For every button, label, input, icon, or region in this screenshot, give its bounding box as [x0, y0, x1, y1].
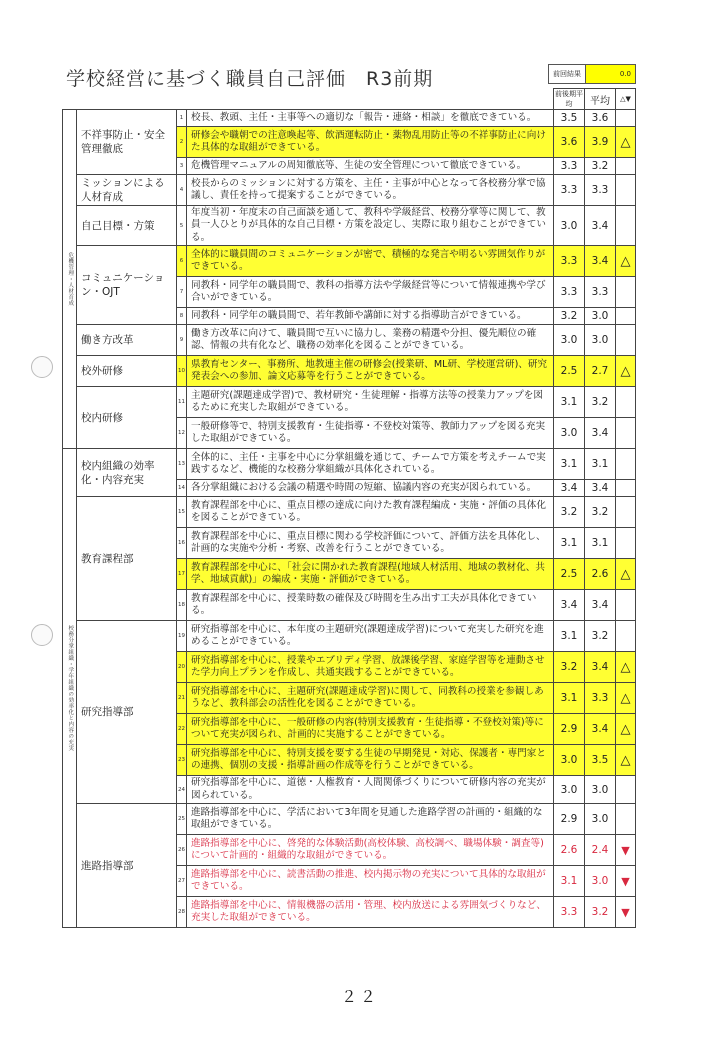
item-text: 研究指導部を中心に、一般研修の内容(特別支援教育・生徒指導・不登校対策)等について充実が図られ、計画的に実施することができている。 — [187, 714, 554, 745]
table-row — [63, 356, 636, 387]
row-number: 3 — [177, 158, 187, 175]
row-number: 9 — [177, 325, 187, 356]
prev-score: 3.0 — [554, 745, 585, 776]
trend-mark — [616, 449, 636, 480]
prev-score: 3.0 — [554, 206, 585, 246]
row-number: 10 — [177, 356, 187, 387]
prev-score: 3.2 — [554, 308, 585, 325]
table-row — [63, 325, 636, 356]
row-number: 19 — [177, 621, 187, 652]
prev-score: 3.3 — [554, 175, 585, 206]
trend-mark — [616, 387, 636, 418]
avg-score: 3.0 — [585, 325, 616, 356]
down-triangle-icon: ▼ — [621, 906, 630, 920]
avg-score: 3.4 — [585, 418, 616, 449]
row-number: 23 — [177, 745, 187, 776]
row-number: 16 — [177, 528, 187, 559]
trend-mark — [616, 480, 636, 497]
category-label: 進路指導部 — [77, 804, 177, 928]
row-number: 22 — [177, 714, 187, 745]
avg-score: 3.4 — [585, 714, 616, 745]
avg-score: 3.4 — [585, 652, 616, 683]
trend-mark — [616, 356, 636, 387]
category-label: 教育課程部 — [77, 497, 177, 621]
up-triangle-icon: △ — [620, 721, 631, 737]
item-text: 一般研修等で、特別支援教育・生徒指導・不登校対策等、教師力アップを図る充実した取組ができている。 — [187, 418, 554, 449]
avg-score: 3.2 — [585, 158, 616, 175]
prev-score: 2.6 — [554, 835, 585, 866]
item-text: 教育課程部を中心に、重点目標に関わる学校評価について、評価方法を具体化し、計画的な実施や分析・考察、改善を行うことができている。 — [187, 528, 554, 559]
item-text: 主題研究(課題達成学習)で、教材研究・生徒理解・指導方法等の授業力アップを図るために充実した取組ができている。 — [187, 387, 554, 418]
row-number: 27 — [177, 866, 187, 897]
trend-mark — [616, 866, 636, 897]
prev-score: 3.5 — [554, 110, 585, 127]
trend-mark — [616, 246, 636, 277]
prev-score: 3.0 — [554, 325, 585, 356]
column-header-trend: △▼ — [616, 89, 636, 110]
previous-result-value: 0.0 — [586, 65, 635, 83]
page-number: ２２ — [340, 987, 379, 1006]
group-label: 危機管理・人材育成 — [63, 110, 77, 449]
item-text: 教育課程部を中心に、重点目標の達成に向けた教育課程編成・実施・評価の具体化を図ることができている。 — [187, 497, 554, 528]
prev-score: 2.9 — [554, 804, 585, 835]
trend-mark — [616, 206, 636, 246]
trend-mark — [616, 497, 636, 528]
group-label: 校務分掌組織・学年組織の効率化と内容の充実 — [63, 449, 77, 928]
avg-score: 2.6 — [585, 559, 616, 590]
trend-mark — [616, 277, 636, 308]
avg-score: 3.4 — [585, 590, 616, 621]
avg-score: 3.0 — [585, 308, 616, 325]
table-row — [63, 621, 636, 652]
row-number: 4 — [177, 175, 187, 206]
category-label: 校内研修 — [77, 387, 177, 449]
avg-score: 3.4 — [585, 246, 616, 277]
row-number: 12 — [177, 418, 187, 449]
prev-score: 3.1 — [554, 621, 585, 652]
up-triangle-icon: △ — [620, 253, 631, 269]
previous-result-label: 前回結果 — [549, 65, 586, 83]
item-text: 同教科・同学年の職員間で、教科の指導方法や学級経営等について情報連携や学び合いができている。 — [187, 277, 554, 308]
trend-mark — [616, 652, 636, 683]
category-label: 働き方改革 — [77, 325, 177, 356]
item-text: 研究指導部を中心に、授業やエブリディ学習、放課後学習、家庭学習等を連動させた学力向上プランを作成し、共通実践することができている。 — [187, 652, 554, 683]
table-row — [63, 175, 636, 206]
category-label: 自己目標・方策 — [77, 206, 177, 246]
item-text: 研究指導部を中心に、主題研究(課題達成学習)に関して、同教科の授業を参観しあうなど、教科部会の活性化を図ることができている。 — [187, 683, 554, 714]
item-text: 進路指導部を中心に、読書活動の推進、校内掲示物の充実について具体的な取組ができている。 — [187, 866, 554, 897]
item-text: 同教科・同学年の職員間で、若年教師や講師に対する指導助言ができている。 — [187, 308, 554, 325]
prev-score: 2.5 — [554, 559, 585, 590]
avg-score: 3.2 — [585, 497, 616, 528]
table-row — [63, 387, 636, 418]
evaluation-table — [62, 88, 636, 928]
avg-score: 3.5 — [585, 745, 616, 776]
row-number: 11 — [177, 387, 187, 418]
avg-score: 2.4 — [585, 835, 616, 866]
trend-mark — [616, 158, 636, 175]
prev-score: 3.1 — [554, 387, 585, 418]
item-text: 進路指導部を中心に、啓発的な体験活動(高校体験、高校調べ、職場体験・調査等)について計画的・組織的な取組ができている。 — [187, 835, 554, 866]
prev-score: 3.0 — [554, 776, 585, 804]
avg-score: 3.1 — [585, 449, 616, 480]
row-number: 28 — [177, 897, 187, 928]
item-text: 校長からのミッションに対する方策を、主任・主事が中心となって各校務分掌で協議し、責任を持って提案することができている。 — [187, 175, 554, 206]
category-label: 校内組織の効率化・内容充実 — [77, 449, 177, 497]
up-triangle-icon: △ — [620, 659, 631, 675]
prev-score: 3.1 — [554, 528, 585, 559]
avg-score: 2.7 — [585, 356, 616, 387]
trend-mark — [616, 325, 636, 356]
prev-score: 3.3 — [554, 246, 585, 277]
item-text: 年度当初・年度末の自己面談を通して、教科や学級経営、校務分掌等に関して、教員一人ひとりが具体的な自己目標・方策を設定し、実際に取り組むことができている。 — [187, 206, 554, 246]
trend-mark — [616, 776, 636, 804]
category-label: 研究指導部 — [77, 621, 177, 804]
prev-score: 2.5 — [554, 356, 585, 387]
trend-mark — [616, 897, 636, 928]
prev-score: 3.3 — [554, 277, 585, 308]
trend-mark — [616, 621, 636, 652]
trend-mark — [616, 835, 636, 866]
trend-mark — [616, 683, 636, 714]
row-number: 15 — [177, 497, 187, 528]
table-row — [63, 246, 636, 277]
trend-mark — [616, 127, 636, 158]
column-header-prev: 前後期平均 — [555, 90, 583, 108]
prev-score: 3.4 — [554, 590, 585, 621]
table-row — [63, 110, 636, 127]
trend-mark — [616, 714, 636, 745]
avg-score: 3.0 — [585, 866, 616, 897]
punch-hole-bottom — [31, 624, 53, 646]
item-text: 全体的に職員間のコミュニケーションが密で、積極的な発言や明るい雰囲気作りができている。 — [187, 246, 554, 277]
row-number: 14 — [177, 480, 187, 497]
row-number: 18 — [177, 590, 187, 621]
item-text: 校長、教頭、主任・主事等への適切な「報告・連絡・相談」を徹底できている。 — [187, 110, 554, 127]
column-header-avg: 平均 — [585, 89, 616, 110]
prev-score: 2.9 — [554, 714, 585, 745]
category-label: 不祥事防止・安全管理徹底 — [77, 110, 177, 175]
item-text: 教育課程部を中心に、授業時数の確保及び時間を生み出す工夫が具体化できている。 — [187, 590, 554, 621]
avg-score: 3.2 — [585, 621, 616, 652]
prev-score: 3.1 — [554, 866, 585, 897]
trend-mark — [616, 308, 636, 325]
item-text: 研修会や職朝での注意喚起等、飲酒運転防止・薬物乱用防止等の不祥事防止に向けた具体的な取組ができている。 — [187, 127, 554, 158]
trend-mark — [616, 418, 636, 449]
prev-score: 3.2 — [554, 497, 585, 528]
column-header-row — [63, 89, 636, 110]
item-text: 進路指導部を中心に、情報機器の活用・管理、校内放送による雰囲気づくりなど、充実した取組ができている。 — [187, 897, 554, 928]
row-number: 21 — [177, 683, 187, 714]
trend-mark — [616, 175, 636, 206]
avg-score: 3.1 — [585, 528, 616, 559]
prev-score: 3.1 — [554, 683, 585, 714]
up-triangle-icon: △ — [620, 566, 631, 582]
item-text: 県教育センター、事務所、地教連主催の研修会(授業研、ML研、学校運営研)、研究発表会への参加、論文応募等を行うことができている。 — [187, 356, 554, 387]
trend-mark — [616, 559, 636, 590]
row-number: 26 — [177, 835, 187, 866]
trend-mark — [616, 590, 636, 621]
page-title: 学校経営に基づく職員自己評価 R3前期 — [66, 68, 434, 90]
avg-score: 3.9 — [585, 127, 616, 158]
up-triangle-icon: △ — [620, 690, 631, 706]
category-label: ミッションによる人材育成 — [77, 175, 177, 206]
item-text: 各分掌組織における会議の精選や時間の短縮、協議内容の充実が図られている。 — [187, 480, 554, 497]
item-text: 進路指導部を中心に、学活において3年間を見通した進路学習の計画的・組織的な取組ができている。 — [187, 804, 554, 835]
prev-score: 3.2 — [554, 652, 585, 683]
row-number: 24 — [177, 776, 187, 804]
row-number: 8 — [177, 308, 187, 325]
punch-hole-top — [31, 356, 53, 378]
row-number: 2 — [177, 127, 187, 158]
avg-score: 3.4 — [585, 480, 616, 497]
item-text: 危機管理マニュアルの周知徹底等、生徒の安全管理について徹底できている。 — [187, 158, 554, 175]
down-triangle-icon: ▼ — [621, 875, 630, 889]
row-number: 13 — [177, 449, 187, 480]
row-number: 5 — [177, 206, 187, 246]
item-text: 教育課程部を中心に、「社会に開かれた教育課程(地域人材活用、地域の教材化、共学、地域貢献)」の編成・実施・評価ができている。 — [187, 559, 554, 590]
trend-mark — [616, 804, 636, 835]
category-label: コミュニケーション・OJT — [77, 246, 177, 325]
row-number: 7 — [177, 277, 187, 308]
prev-score: 3.4 — [554, 480, 585, 497]
row-number: 6 — [177, 246, 187, 277]
avg-score: 3.3 — [585, 175, 616, 206]
prev-score: 3.3 — [554, 158, 585, 175]
table-row — [63, 449, 636, 480]
item-text: 働き方改革に向けて、職員間で互いに協力し、業務の精選や分担、優先順位の確認、情報の共有化など、職務の効率化を図ることができている。 — [187, 325, 554, 356]
up-triangle-icon: △ — [620, 752, 631, 768]
avg-score: 3.6 — [585, 110, 616, 127]
table-row — [63, 497, 636, 528]
up-triangle-icon: △ — [620, 134, 631, 150]
avg-score: 3.4 — [585, 206, 616, 246]
previous-result-box — [548, 64, 636, 84]
item-text: 全体的に、主任・主事を中心に分掌組織を通じて、チームで方策を考えチームで実践するなど、機能的な校務分掌組織が具体化されている。 — [187, 449, 554, 480]
trend-mark — [616, 528, 636, 559]
row-number: 20 — [177, 652, 187, 683]
up-triangle-icon: △ — [620, 363, 631, 379]
item-text: 研究指導部を中心に、本年度の主題研究(課題達成学習)について充実した研究を進めることができている。 — [187, 621, 554, 652]
avg-score: 3.0 — [585, 804, 616, 835]
avg-score: 3.3 — [585, 683, 616, 714]
prev-score: 3.3 — [554, 897, 585, 928]
row-number: 1 — [177, 110, 187, 127]
category-label: 校外研修 — [77, 356, 177, 387]
avg-score: 3.2 — [585, 897, 616, 928]
table-row — [63, 804, 636, 835]
avg-score: 3.0 — [585, 776, 616, 804]
prev-score: 3.0 — [554, 418, 585, 449]
row-number: 17 — [177, 559, 187, 590]
avg-score: 3.2 — [585, 387, 616, 418]
table-row — [63, 206, 636, 246]
prev-score: 3.1 — [554, 449, 585, 480]
item-text: 研究指導部を中心に、特別支援を要する生徒の早期発見・対応、保護者・専門家との連携、個別の支援・指導計画の作成等を行うことができている。 — [187, 745, 554, 776]
down-triangle-icon: ▼ — [621, 844, 630, 858]
avg-score: 3.3 — [585, 277, 616, 308]
row-number: 25 — [177, 804, 187, 835]
trend-mark — [616, 110, 636, 127]
item-text: 研究指導部を中心に、道徳・人権教育・人間関係づくりについて研修内容の充実が図られている。 — [187, 776, 554, 804]
prev-score: 3.6 — [554, 127, 585, 158]
trend-mark — [616, 745, 636, 776]
